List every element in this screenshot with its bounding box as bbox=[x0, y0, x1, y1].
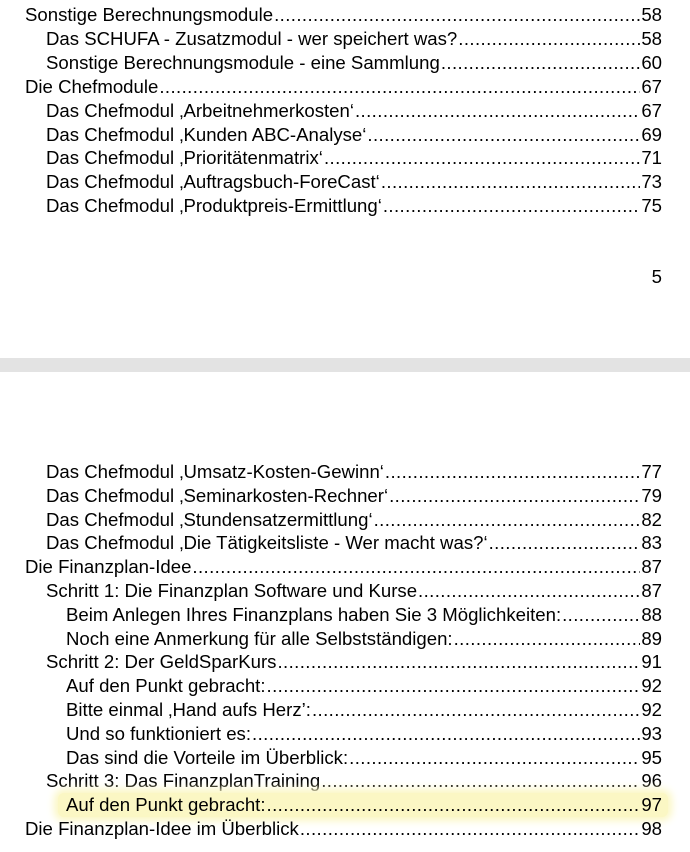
toc-entry-page-number: 89 bbox=[641, 627, 662, 649]
toc-entry-page-number: 95 bbox=[641, 746, 662, 768]
dot-leader bbox=[385, 460, 640, 484]
toc-entry[interactable] bbox=[0, 99, 690, 123]
toc-entry[interactable] bbox=[0, 769, 690, 793]
toc-entry[interactable] bbox=[0, 3, 690, 27]
toc-entry-page-number: 60 bbox=[641, 51, 662, 73]
toc-entry-page-number: 91 bbox=[641, 651, 662, 673]
toc-entry-title: Die Chefmodule bbox=[25, 75, 159, 97]
document-page-2 bbox=[0, 372, 690, 852]
toc-entry-title: Das Chefmodul ‚Die Tätigkeitsliste - Wer macht was?‘ bbox=[46, 532, 488, 554]
toc-entry[interactable] bbox=[0, 460, 690, 484]
toc-entry-title: Das Chefmodul ‚Produktpreis-Ermittlung‘ bbox=[46, 195, 382, 217]
dot-leader bbox=[383, 194, 640, 218]
toc-entry-page-number: 93 bbox=[641, 722, 662, 744]
toc-entry-page-number: 79 bbox=[641, 484, 662, 506]
page-separator bbox=[0, 358, 690, 372]
toc-entry-title: Schritt 2: Der GeldSparKurs bbox=[46, 651, 277, 673]
toc-entry-page-number: 92 bbox=[641, 675, 662, 697]
toc-entry-title: Das Chefmodul ‚Umsatz-Kosten-Gewinn‘ bbox=[46, 461, 384, 482]
toc-entry[interactable] bbox=[0, 555, 690, 579]
toc-entry[interactable] bbox=[0, 674, 690, 698]
dot-leader bbox=[441, 51, 641, 75]
toc-entry-page-number: 77 bbox=[641, 461, 662, 482]
dot-leader bbox=[252, 722, 640, 746]
toc-entry-page-number: 58 bbox=[641, 27, 662, 49]
toc-entry-title: Bitte einmal ‚Hand aufs Herz’: bbox=[66, 699, 311, 720]
toc-entry-title: Das SCHUFA - Zusatzmodul - wer speichert was? bbox=[46, 27, 458, 49]
toc-entry-title: Auf den Punkt gebracht: bbox=[66, 794, 266, 816]
dot-leader bbox=[418, 579, 640, 603]
toc-entry-page-number: 75 bbox=[641, 195, 662, 217]
toc-entry[interactable] bbox=[0, 817, 690, 841]
toc-entry-title: Sonstige Berechnungsmodule - eine Sammlung bbox=[46, 51, 440, 73]
toc-entry-title: Die Finanzplan-Idee im Überblick bbox=[25, 818, 299, 839]
toc-entry-page-number: 71 bbox=[641, 147, 662, 169]
dot-leader bbox=[312, 698, 640, 722]
toc-entry[interactable] bbox=[0, 650, 690, 674]
toc-entry[interactable] bbox=[0, 123, 690, 147]
toc-entry[interactable] bbox=[0, 627, 690, 651]
toc-entry[interactable] bbox=[0, 146, 690, 170]
dot-leader bbox=[274, 3, 640, 27]
dot-leader bbox=[355, 99, 640, 123]
toc-entry-page-number: 83 bbox=[641, 532, 662, 554]
toc-entry[interactable] bbox=[0, 170, 690, 194]
dot-leader bbox=[192, 555, 640, 579]
toc-entry-page-number: 82 bbox=[641, 508, 662, 530]
toc-entry-title: Beim Anlegen Ihres Finanzplans haben Sie 3 Möglichkeiten: bbox=[66, 603, 562, 625]
dot-leader bbox=[267, 793, 641, 817]
dot-leader bbox=[454, 627, 641, 651]
toc-entry-page-number: 87 bbox=[641, 580, 662, 601]
toc-entry[interactable] bbox=[0, 722, 690, 746]
toc-entry-title: Das Chefmodul ‚Prioritätenmatrix‘ bbox=[46, 147, 323, 169]
toc-entry[interactable] bbox=[0, 579, 690, 603]
dot-leader bbox=[349, 746, 640, 770]
toc-entry[interactable] bbox=[0, 531, 690, 555]
toc-entry-page-number: 69 bbox=[641, 123, 662, 145]
toc-entry-page-number: 73 bbox=[641, 171, 662, 193]
toc-entry-title: Die Finanzplan-Idee bbox=[25, 556, 192, 578]
dot-leader bbox=[458, 27, 640, 51]
dot-leader bbox=[489, 531, 641, 555]
toc-entry-title: Das Chefmodul ‚Arbeitnehmerkosten‘ bbox=[46, 99, 354, 121]
dot-leader bbox=[321, 769, 640, 793]
toc-entry-title: Und so funktioniert es: bbox=[66, 722, 252, 744]
document-page-1 bbox=[0, 0, 690, 358]
toc-entry[interactable] bbox=[0, 51, 690, 75]
toc-entry-title: Schritt 3: Das FinanzplanTraining bbox=[46, 770, 321, 792]
toc-entry-title: Das Chefmodul ‚Seminarkosten-Rechner‘ bbox=[46, 484, 389, 506]
toc-entry[interactable] bbox=[0, 603, 690, 627]
toc-entry[interactable] bbox=[0, 194, 690, 218]
toc-entry-title: Auf den Punkt gebracht: bbox=[66, 675, 266, 697]
dot-leader bbox=[374, 508, 641, 532]
toc-entry-highlighted[interactable] bbox=[0, 793, 690, 817]
toc-entry[interactable] bbox=[0, 75, 690, 99]
dot-leader bbox=[562, 603, 640, 627]
dot-leader bbox=[367, 123, 640, 147]
toc-entry[interactable] bbox=[0, 698, 690, 722]
toc-entry[interactable] bbox=[0, 484, 690, 508]
toc-entry[interactable] bbox=[0, 508, 690, 532]
toc-entry-page-number: 97 bbox=[641, 794, 662, 816]
toc-entry[interactable] bbox=[0, 746, 690, 770]
toc-entry-page-number: 67 bbox=[641, 99, 662, 121]
toc-entry-title: Das Chefmodul ‚Stundensatzermittlung‘ bbox=[46, 508, 373, 530]
toc-entry-title: Das sind die Vorteile im Überblick: bbox=[66, 746, 349, 768]
toc-entry-title: Das Chefmodul ‚Auftragsbuch-ForeCast‘ bbox=[46, 171, 380, 193]
toc-entry-title: Schritt 1: Die Finanzplan Software und Kurse bbox=[46, 580, 418, 601]
dot-leader bbox=[324, 146, 640, 170]
toc-entry-page-number: 98 bbox=[641, 818, 662, 839]
dot-leader bbox=[389, 484, 640, 508]
toc-entry-page-number: 88 bbox=[641, 603, 662, 625]
toc-entry-page-number: 92 bbox=[641, 699, 662, 720]
page-number: 5 bbox=[651, 266, 662, 287]
dot-leader bbox=[159, 75, 640, 99]
toc-entry-title: Sonstige Berechnungsmodule bbox=[25, 4, 274, 25]
toc-entry[interactable] bbox=[0, 27, 690, 51]
toc-entry-title: Das Chefmodul ‚Kunden ABC-Analyse‘ bbox=[46, 123, 367, 145]
toc-entry-title: Noch eine Anmerkung für alle Selbstständigen: bbox=[66, 627, 453, 649]
toc-entry-page-number: 96 bbox=[641, 770, 662, 792]
dot-leader bbox=[300, 817, 640, 841]
dot-leader bbox=[381, 170, 641, 194]
toc-entry-page-number: 58 bbox=[641, 4, 662, 25]
dot-leader bbox=[277, 650, 640, 674]
toc-entry-page-number: 67 bbox=[641, 75, 662, 97]
dot-leader bbox=[267, 674, 641, 698]
toc-entry-page-number: 87 bbox=[641, 556, 662, 578]
